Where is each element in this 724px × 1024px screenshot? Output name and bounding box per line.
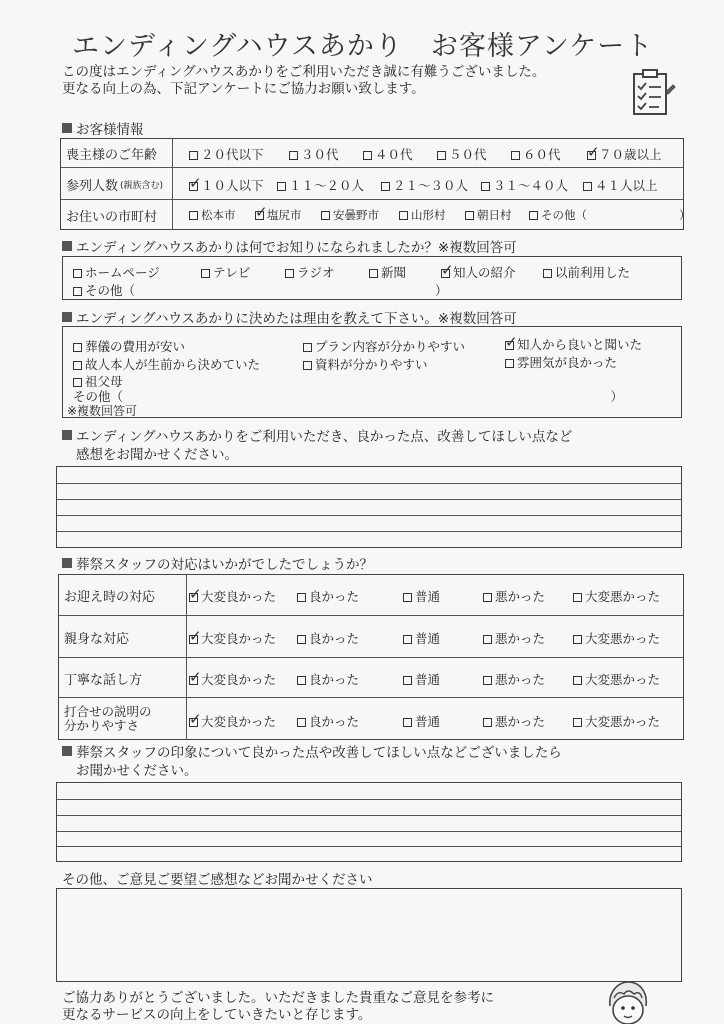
checkbox-checked-icon[interactable] — [189, 718, 198, 727]
checkbox-icon[interactable] — [73, 361, 82, 370]
staff-rating-label-line-1: 打合せの説明の — [64, 704, 152, 719]
mascot-face-icon — [604, 980, 652, 1024]
attendees-option[interactable] — [189, 176, 264, 194]
source-option[interactable] — [201, 263, 250, 281]
checkbox-checked-icon[interactable] — [189, 676, 198, 685]
checkbox-icon[interactable] — [505, 359, 514, 368]
option-label: 悪かった — [495, 589, 546, 604]
checkbox-icon[interactable] — [403, 635, 412, 644]
checkbox-icon[interactable] — [573, 635, 582, 644]
rating-option[interactable] — [297, 670, 359, 688]
attendees-label — [61, 168, 173, 200]
attendees-label-note: (親族含む) — [120, 180, 164, 191]
impression-answer-box[interactable] — [56, 782, 682, 862]
checkbox-icon[interactable] — [529, 211, 538, 220]
impression-heading-line-2: お聞かせください。 — [76, 763, 198, 779]
reason-answer-box — [62, 326, 682, 418]
option-label: 塩尻市 — [267, 208, 302, 222]
checkbox-icon[interactable] — [303, 361, 312, 370]
city-option[interactable] — [189, 207, 236, 223]
writing-line — [57, 531, 681, 532]
option-label: 山形村 — [411, 208, 446, 222]
checkbox-icon[interactable] — [583, 182, 592, 191]
checkbox-icon[interactable] — [483, 593, 492, 602]
checkbox-icon[interactable] — [297, 676, 306, 685]
source-answer-box — [62, 256, 682, 300]
checkbox-checked-icon[interactable] — [587, 151, 596, 160]
rating-option[interactable] — [189, 670, 276, 688]
attendees-option[interactable] — [481, 176, 568, 194]
age-option[interactable] — [587, 145, 662, 163]
option-label: ５０代 — [449, 147, 487, 162]
option-label: 大変良かった — [201, 714, 277, 729]
checkbox-icon[interactable] — [73, 343, 82, 352]
checkbox-icon[interactable] — [369, 269, 378, 278]
footer-line-1: ご協力ありがとうございました。いただきました貴重なご意見を参考に — [62, 990, 494, 1006]
other-comments-box[interactable] — [56, 888, 682, 982]
option-label: 資料が分かりやすい — [315, 357, 428, 372]
option-label: 普通 — [415, 589, 441, 604]
checkbox-icon[interactable] — [483, 718, 492, 727]
rating-option[interactable] — [483, 670, 545, 688]
rating-option[interactable] — [403, 629, 440, 647]
checkbox-icon[interactable] — [403, 593, 412, 602]
checkbox-icon[interactable] — [543, 269, 552, 278]
staff-rating-label: お迎え時の対応 — [59, 575, 187, 615]
rating-option[interactable] — [297, 587, 359, 605]
checkbox-icon[interactable] — [403, 718, 412, 727]
customer-info-heading-text: お客様情報 — [76, 122, 144, 138]
staff-question-heading — [62, 553, 373, 573]
option-label: 大変悪かった — [585, 672, 661, 687]
checkbox-checked-icon[interactable] — [189, 182, 198, 191]
rating-option[interactable] — [483, 629, 545, 647]
rating-option[interactable] — [297, 712, 359, 730]
option-label: その他（ ） — [85, 283, 448, 298]
staff-question-text: 葬祭スタッフの対応はいかがでしたでしょうか？ — [76, 557, 373, 573]
checkbox-icon[interactable] — [511, 151, 520, 160]
checkbox-icon[interactable] — [277, 182, 286, 191]
age-option[interactable] — [437, 145, 487, 163]
reason-option[interactable] — [505, 353, 617, 371]
impression-question-heading — [62, 744, 562, 780]
option-label: ３０代 — [301, 147, 339, 162]
staff-rating-label — [59, 698, 187, 740]
reason-option[interactable] — [73, 337, 185, 355]
source-option[interactable] — [441, 263, 516, 281]
checkbox-icon[interactable] — [73, 269, 82, 278]
option-label: 悪かった — [495, 631, 546, 646]
impression-heading-line-1: 葬祭スタッフの印象について良かった点や改善してほしい点などございましたら — [76, 745, 562, 761]
checkbox-icon[interactable] — [73, 287, 82, 296]
source-option[interactable] — [543, 263, 630, 281]
option-label: 葬儀の費用が安い — [85, 339, 186, 354]
reason-question-heading — [62, 307, 517, 327]
staff-rating-row — [59, 657, 683, 698]
staff-rating-table — [58, 574, 684, 740]
attendees-option[interactable] — [277, 176, 364, 194]
option-label: 朝日村 — [477, 208, 512, 222]
intro-line-2: 更なる向上の為、下記アンケートにご協力お願い致します。 — [62, 81, 425, 97]
source-question-text: エンディングハウスあかりは何でお知りになられましたか？※複数回答可 — [76, 240, 517, 256]
checkbox-icon[interactable] — [573, 718, 582, 727]
rating-option[interactable] — [483, 587, 545, 605]
option-label: ３１〜４０人 — [493, 178, 569, 193]
staff-rating-label: 丁寧な話し方 — [59, 658, 187, 698]
option-label: 普通 — [415, 714, 441, 729]
option-label: 大変良かった — [201, 672, 277, 687]
checkbox-icon[interactable] — [297, 718, 306, 727]
city-option[interactable] — [321, 207, 379, 223]
city-row — [61, 199, 691, 230]
source-option[interactable] — [285, 263, 335, 281]
checkbox-icon[interactable] — [289, 151, 298, 160]
rating-option[interactable] — [297, 629, 359, 647]
staff-rating-label-line-2: 分かりやすさ — [64, 718, 140, 733]
staff-rating-row — [59, 697, 683, 740]
checkbox-icon[interactable] — [321, 211, 330, 220]
heading-square-icon — [62, 430, 72, 440]
intro-line-1: この度はエンディングハウスあかりをご利用いただき誠に有難うございました。 — [62, 64, 546, 80]
customer-info-heading — [62, 118, 144, 138]
rating-option[interactable] — [573, 670, 660, 688]
option-label: 良かった — [309, 672, 360, 687]
reason-question-text: エンディングハウスあかりに決めたは理由を教えて下さい。※複数回答可 — [76, 311, 517, 327]
age-row — [61, 139, 683, 167]
footer-line-2: 更なるサービスの向上をしていきたいと存じます。 — [62, 1007, 372, 1023]
heading-square-icon — [62, 558, 72, 568]
heading-square-icon — [62, 746, 72, 756]
reason-option[interactable] — [73, 387, 623, 405]
option-label: 以前利用した — [555, 265, 631, 280]
option-label: 悪かった — [495, 672, 546, 687]
clipboard-checklist-icon — [628, 68, 676, 118]
rating-option[interactable] — [403, 670, 440, 688]
option-label: 普通 — [415, 631, 441, 646]
city-option[interactable] — [255, 207, 302, 223]
option-label: ２０代以下 — [201, 147, 264, 162]
checkbox-icon[interactable] — [573, 593, 582, 602]
feedback-question-heading — [62, 428, 572, 464]
option-label: 安曇野市 — [333, 208, 379, 222]
option-label: ６０代 — [523, 147, 561, 162]
source-option[interactable] — [73, 263, 160, 281]
rating-option[interactable] — [573, 587, 660, 605]
feedback-answer-box[interactable] — [56, 466, 682, 548]
reason-option[interactable] — [303, 355, 428, 373]
option-label: 普通 — [415, 672, 441, 687]
checkbox-icon[interactable] — [189, 151, 198, 160]
option-label: 大変悪かった — [585, 631, 661, 646]
checkbox-icon[interactable] — [483, 676, 492, 685]
option-label: その他（ ） — [73, 389, 624, 404]
checkbox-icon[interactable] — [481, 182, 490, 191]
checkbox-icon[interactable] — [437, 151, 446, 160]
city-option[interactable] — [399, 207, 446, 223]
option-label: 知人の紹介 — [453, 265, 516, 280]
writing-line — [57, 831, 681, 832]
rating-option[interactable] — [189, 629, 276, 647]
checkbox-icon[interactable] — [573, 676, 582, 685]
option-label: ７０歳以上 — [599, 147, 662, 162]
feedback-heading-line-2: 感想をお聞かせください。 — [76, 447, 238, 463]
option-label: 大変悪かった — [585, 589, 661, 604]
checkbox-icon[interactable] — [363, 151, 372, 160]
writing-line — [57, 815, 681, 816]
rating-option[interactable] — [189, 587, 276, 605]
writing-line — [57, 846, 681, 847]
age-option[interactable] — [363, 145, 413, 163]
feedback-heading-line-1: エンディングハウスあかりをご利用いただき、良かった点、改善してほしい点など — [76, 429, 573, 445]
attendees-option[interactable] — [381, 176, 468, 194]
option-label: 悪かった — [495, 714, 546, 729]
option-label: ２１〜３０人 — [393, 178, 469, 193]
checkbox-icon[interactable] — [285, 269, 294, 278]
option-label: 大変悪かった — [585, 714, 661, 729]
option-label: 良かった — [309, 714, 360, 729]
checkbox-icon[interactable] — [73, 378, 82, 387]
option-label: ４１人以上 — [595, 178, 658, 193]
option-label: ホームページ — [85, 265, 160, 280]
checkbox-checked-icon[interactable] — [505, 341, 514, 350]
option-label: 大変良かった — [201, 589, 277, 604]
age-option[interactable] — [189, 145, 264, 163]
checkbox-checked-icon[interactable] — [441, 269, 450, 278]
option-label: １１〜２０人 — [289, 178, 365, 193]
reason-option[interactable] — [505, 335, 642, 353]
option-label: 知人から良いと聞いた — [517, 337, 643, 352]
writing-line — [57, 483, 681, 484]
checkbox-icon[interactable] — [297, 593, 306, 602]
staff-rating-row — [59, 575, 683, 615]
customer-info-table — [60, 138, 691, 230]
checkbox-icon[interactable] — [297, 635, 306, 644]
intro-text — [62, 64, 545, 98]
source-question-heading — [62, 236, 517, 256]
option-label: プラン内容が分かりやすい — [315, 339, 466, 354]
footer-thanks — [62, 990, 494, 1024]
checkbox-icon[interactable] — [399, 211, 408, 220]
checkbox-checked-icon[interactable] — [189, 593, 198, 602]
city-option[interactable] — [465, 207, 512, 223]
rating-option[interactable] — [403, 587, 440, 605]
city-option[interactable] — [529, 207, 691, 223]
option-label: 松本市 — [201, 208, 236, 222]
source-option[interactable] — [73, 281, 448, 299]
checkbox-checked-icon[interactable] — [189, 635, 198, 644]
rating-option[interactable] — [573, 629, 660, 647]
option-label: 祖父母 — [85, 374, 123, 389]
age-option[interactable] — [511, 145, 561, 163]
option-label: 雰囲気が良かった — [517, 355, 618, 370]
option-label: １０人以下 — [201, 178, 264, 193]
age-label: 喪主様のご年齢 — [61, 139, 173, 167]
attendees-label-text: 参列人数 — [66, 178, 119, 194]
option-label: 新聞 — [381, 265, 407, 280]
checkbox-icon[interactable] — [303, 343, 312, 352]
option-label: テレビ — [213, 265, 251, 280]
option-label: その他（ ） — [541, 208, 691, 222]
rating-option[interactable] — [483, 712, 545, 730]
heading-square-icon — [62, 241, 72, 251]
checkbox-icon[interactable] — [201, 269, 210, 278]
option-label: 大変良かった — [201, 631, 277, 646]
page-title: エンディングハウスあかり お客様アンケート — [72, 31, 654, 62]
checkbox-icon[interactable] — [483, 635, 492, 644]
reason-option[interactable] — [303, 337, 465, 355]
checkbox-icon[interactable] — [381, 182, 390, 191]
option-label: ラジオ — [297, 265, 335, 280]
option-label: ４０代 — [375, 147, 413, 162]
checkbox-icon[interactable] — [465, 211, 474, 220]
reason-option[interactable] — [73, 355, 260, 373]
option-label: 故人本人が生前から決めていた — [85, 357, 261, 372]
multiple-answer-note: ※複数回答可 — [67, 404, 138, 418]
checkbox-icon[interactable] — [189, 211, 198, 220]
age-option[interactable] — [289, 145, 339, 163]
heading-square-icon — [62, 312, 72, 322]
staff-rating-row — [59, 615, 683, 658]
staff-rating-label: 親身な対応 — [59, 616, 187, 658]
writing-line — [57, 799, 681, 800]
heading-square-icon — [62, 123, 72, 133]
writing-line — [57, 515, 681, 516]
rating-option[interactable] — [189, 712, 276, 730]
city-label: お住いの市町村 — [61, 200, 173, 230]
source-option[interactable] — [369, 263, 406, 281]
writing-line — [57, 499, 681, 500]
rating-option[interactable] — [403, 712, 440, 730]
checkbox-checked-icon[interactable] — [255, 211, 264, 220]
attendees-option[interactable] — [583, 176, 658, 194]
attendees-row — [61, 167, 683, 200]
checkbox-icon[interactable] — [403, 676, 412, 685]
option-label: 良かった — [309, 631, 360, 646]
option-label: 良かった — [309, 589, 360, 604]
other-comments-heading: その他、ご意見ご要望ご感想などお聞かせください — [62, 872, 373, 888]
rating-option[interactable] — [573, 712, 660, 730]
